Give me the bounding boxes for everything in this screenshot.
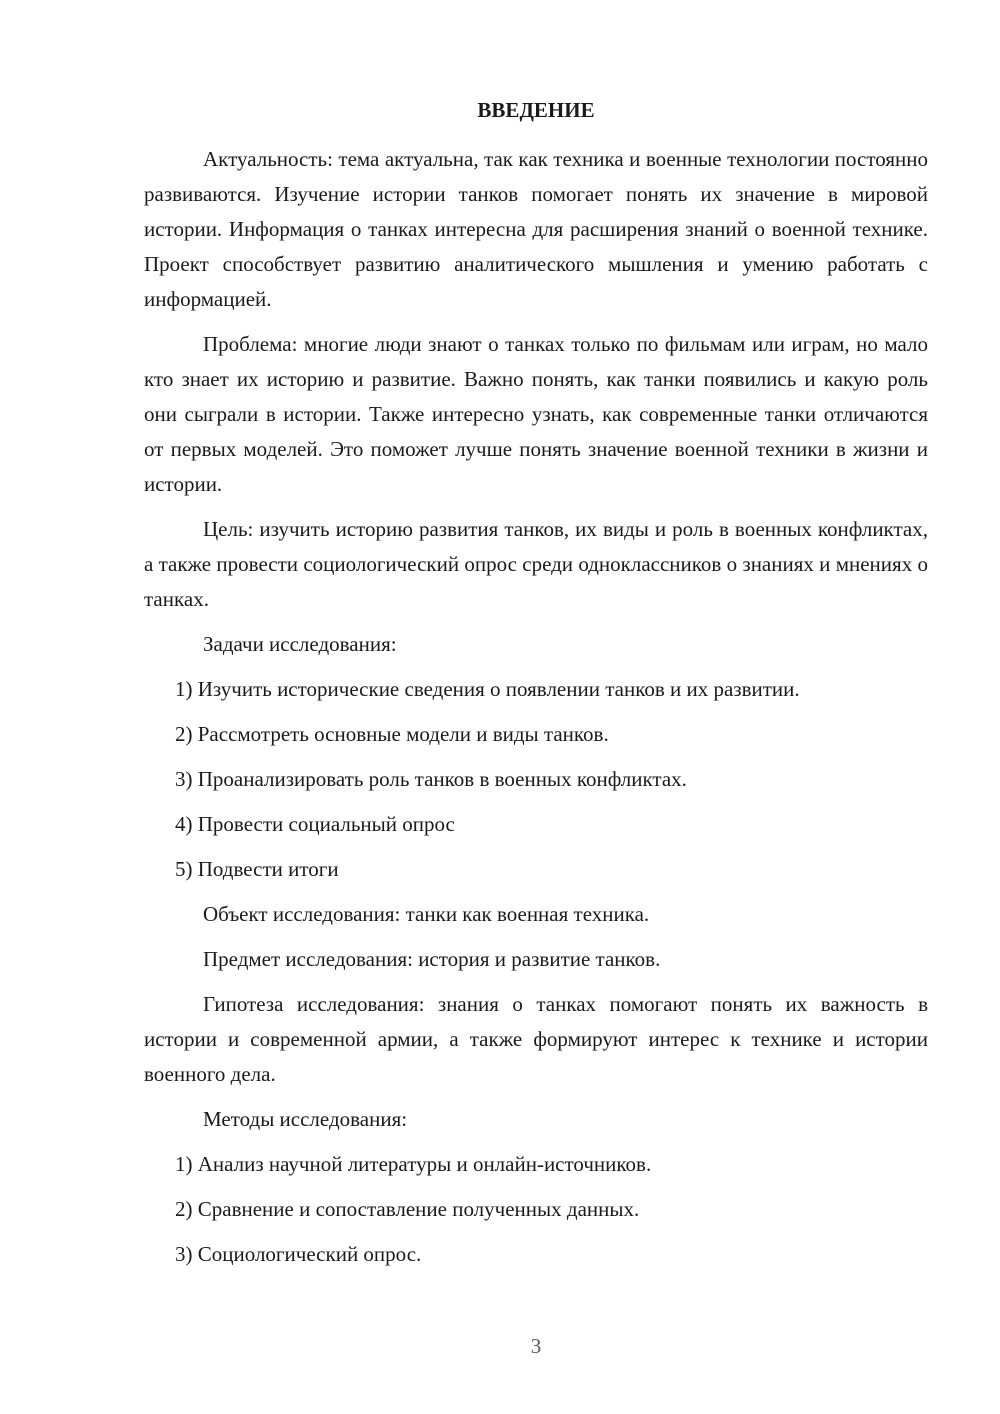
list-item: 3) Социологический опрос.	[175, 1242, 422, 1266]
document-page	[144, 92, 928, 1272]
tasks-list	[144, 672, 928, 887]
tasks-heading: Задачи исследования:	[203, 632, 397, 656]
list-item: 2) Рассмотреть основные модели и виды танков.	[175, 722, 609, 746]
list-item: 5) Подвести итоги	[175, 857, 339, 881]
list-item: 1) Анализ научной литературы и онлайн-источников.	[175, 1152, 652, 1176]
object-paragraph: Объект исследования: танки как военная техника.	[203, 902, 650, 926]
list-item: 3) Проанализировать роль танков в военных конфликтах.	[175, 767, 687, 791]
relevance-paragraph: Актуальность: тема актуальна, так как техника и военные технологии постоянно развиваются. Изучение истории танков помогает понять их значение в мировой истории. Информация о танках интересна для расширения знаний о военной технике. Проект способствует развитию аналитического мышления и умению работать с информацией.	[144, 147, 928, 311]
methods-heading: Методы исследования:	[203, 1107, 408, 1131]
subject-paragraph: Предмет исследования: история и развитие танков.	[203, 947, 661, 971]
list-item: 1) Изучить исторические сведения о появлении танков и их развитии.	[175, 677, 800, 701]
methods-list	[144, 1147, 928, 1272]
goal-paragraph: Цель: изучить историю развития танков, их виды и роль в военных конфликтах, а также провести социологический опрос среди одноклассников о знаниях и мнениях о танках.	[144, 517, 928, 611]
list-item: 2) Сравнение и сопоставление полученных данных.	[175, 1197, 640, 1221]
problem-paragraph: Проблема: многие люди знают о танках только по фильмам или играм, но мало кто знает их историю и развитие. Важно понять, как танки появились и какую роль они сыграли в истории. Также интересно узнать, как современные танки отличаются от первых моделей. Это поможет лучше понять значение военной техники в жизни и истории.	[144, 332, 928, 496]
list-item: 4) Провести социальный опрос	[175, 812, 455, 836]
page-title: ВВЕДЕНИЕ	[477, 98, 595, 122]
page-number: 3	[530, 1334, 542, 1358]
hypothesis-paragraph: Гипотеза исследования: знания о танках помогают понять их важность в истории и современной армии, а также формируют интерес к технике и истории военного дела.	[144, 992, 928, 1086]
